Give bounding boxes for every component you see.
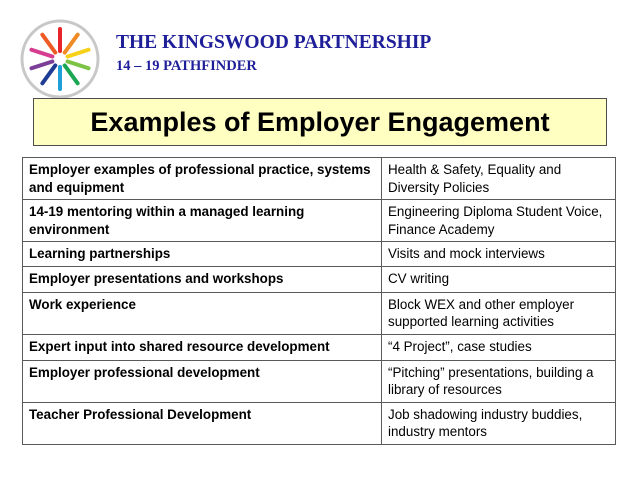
activity-cell: Learning partnerships bbox=[23, 242, 382, 267]
starburst-icon bbox=[20, 19, 100, 99]
table-row bbox=[23, 360, 616, 402]
example-cell: “Pitching” presentations, building a library of resources bbox=[382, 360, 616, 402]
table-row bbox=[23, 334, 616, 360]
table-row bbox=[23, 402, 616, 444]
engagement-table bbox=[22, 157, 616, 445]
table-row bbox=[23, 292, 616, 334]
organization-subtitle: 14 – 19 PATHFINDER bbox=[116, 58, 257, 74]
activity-cell: Work experience bbox=[23, 292, 382, 334]
table-row bbox=[23, 266, 616, 292]
page-title: Examples of Employer Engagement bbox=[90, 106, 550, 137]
activity-cell: Employer presentations and workshops bbox=[23, 266, 382, 292]
partnership-logo bbox=[20, 19, 100, 99]
activity-cell: Teacher Professional Development bbox=[23, 402, 382, 444]
example-cell: Health & Safety, Equality and Diversity Policies bbox=[382, 158, 616, 200]
table-row bbox=[23, 200, 616, 242]
activity-cell: Expert input into shared resource development bbox=[23, 334, 382, 360]
title-banner bbox=[33, 98, 607, 146]
example-cell: Block WEX and other employer supported learning activities bbox=[382, 292, 616, 334]
activity-cell: Employer professional development bbox=[23, 360, 382, 402]
example-cell: Engineering Diploma Student Voice, Finance Academy bbox=[382, 200, 616, 242]
example-cell: “4 Project”, case studies bbox=[382, 334, 616, 360]
activity-cell: 14-19 mentoring within a managed learning environment bbox=[23, 200, 382, 242]
activity-cell: Employer examples of professional practice, systems and equipment bbox=[23, 158, 382, 200]
table-row bbox=[23, 158, 616, 200]
organization-name: THE KINGSWOOD PARTNERSHIP bbox=[116, 32, 432, 53]
example-cell: Visits and mock interviews bbox=[382, 242, 616, 267]
example-cell: Job shadowing industry buddies, industry mentors bbox=[382, 402, 616, 444]
table-row bbox=[23, 242, 616, 267]
example-cell: CV writing bbox=[382, 266, 616, 292]
